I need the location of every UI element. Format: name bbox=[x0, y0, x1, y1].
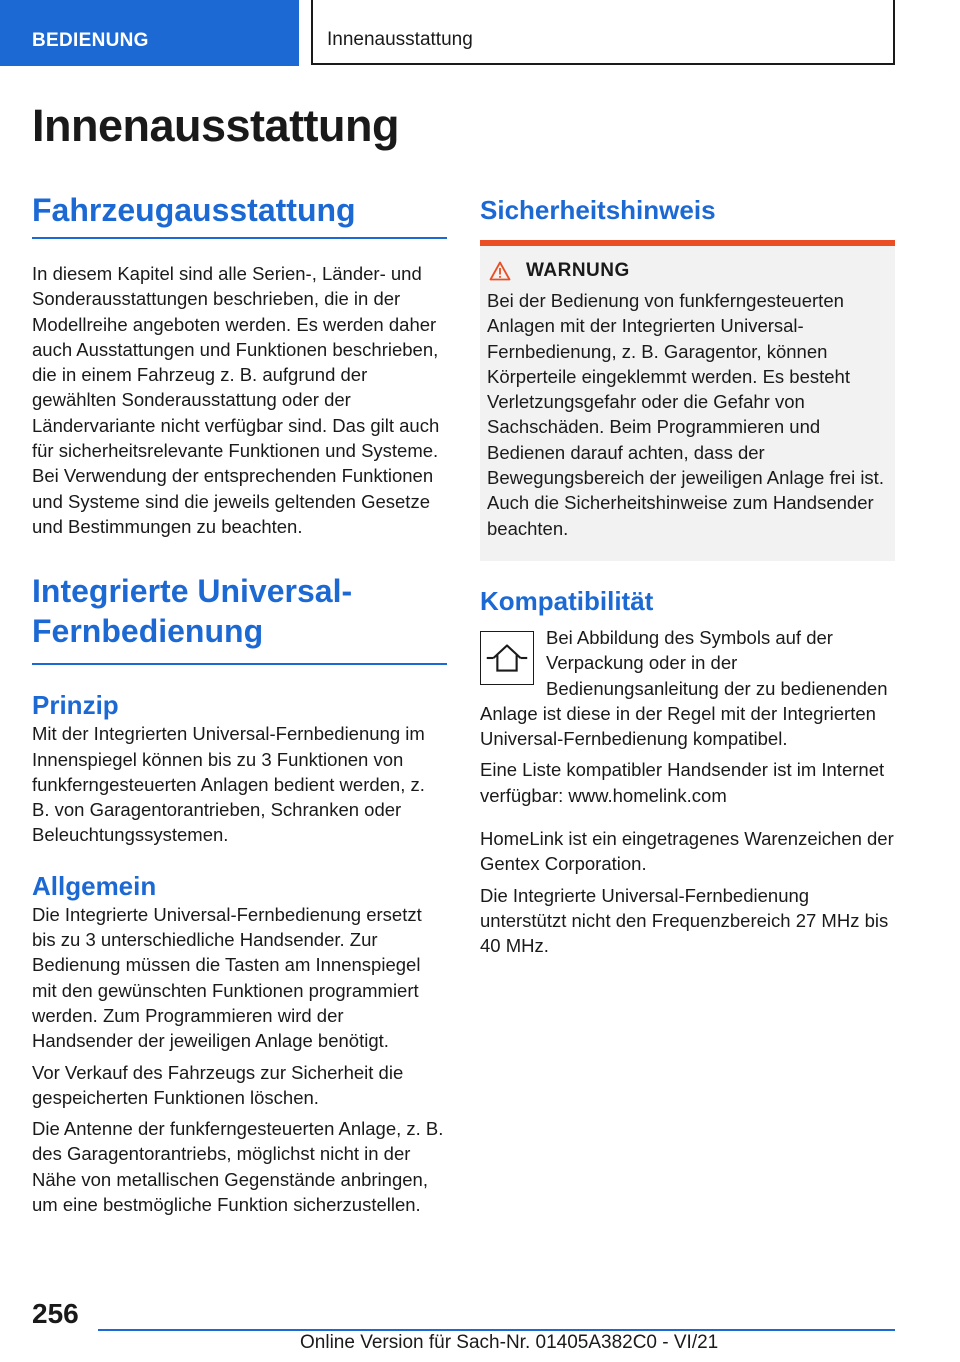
text-prinzip: Mit der Integrierten Universal-Fernbedienung im Innenspiegel können bis zu 3 Funktionen von funkferngesteuerten Anlagen bedient werden, z. B. von Garagentorantrieben, Schranken oder Beleuchtungssystemen. bbox=[32, 723, 425, 846]
home-garage-icon bbox=[480, 631, 534, 685]
warning-text: Bei der Bedienung von funkferngesteuerten Anlagen mit der Integrierten Universal-Fernbedienung, z. B. Garagentor, können Körperteile eingeklemmt werden. Es besteht Verletzungsgefahr oder die Gefahr von Sachschäden. Beim Programmieren und Bedienen darauf achten, dass der Bewegungsbereich der jeweiligen Anlage frei ist. Auch die Sicherheitshinweise zum Handsender beachten. bbox=[487, 290, 884, 539]
right-column bbox=[480, 190, 895, 959]
text-kompat-1: Bei Abbildung des Symbols auf der Verpackung oder in der Bedienungsanleitung der zu bedienenden Anlage ist diese in der Regel mit der Integrierten Universal-Fernbedienung kompatibel. bbox=[480, 626, 888, 750]
warning-triangle-icon bbox=[489, 261, 511, 281]
left-column bbox=[32, 190, 447, 1217]
heading-sicherheitshinweis: Sicherheitshinweis bbox=[480, 195, 716, 225]
text-kompat-3: HomeLink ist ein eingetragenes Warenzeichen der Gentex Corporation. bbox=[480, 828, 894, 875]
footer-version: Online Version für Sach-Nr. 01405A382C0 - VI/21 bbox=[300, 1332, 719, 1353]
footer-rule bbox=[98, 1329, 895, 1331]
text-allgemein-1: Die Integrierte Universal-Fernbedienung ersetzt bis zu 3 unterschiedliche Handsender. Zur Bedienung müssen die Tasten am Innenspiegel mit den gewünschten Funktionen programmiert werden. Zum Programmieren wird der Handsender der jeweiligen Anlage benötigt. bbox=[32, 903, 422, 1052]
text-allgemein-2: Vor Verkauf des Fahrzeugs zur Sicherheit die gespeicherten Funktionen löschen. bbox=[32, 1061, 404, 1108]
heading-fahrzeugausstattung: Fahrzeugausstattung bbox=[32, 190, 447, 239]
heading-kompatibilitaet: Kompatibilität bbox=[480, 585, 654, 616]
header-section: Innenausstattung bbox=[311, 0, 895, 65]
compat-block bbox=[480, 625, 895, 751]
warning-title: WARNUNG bbox=[526, 260, 630, 281]
text-allgemein-3: Die Antenne der funkferngesteuerten Anlage, z. B. des Garagentorantriebs, möglichst nicht in der Nähe von metallischen Gegenstände anbringen, um eine bestmögliche Funktion sicherzustellen. bbox=[32, 1118, 444, 1216]
text-fahrzeugausstattung: In diesem Kapitel sind alle Serien-, Länder- und Sonderausstattungen beschrieben, die in der Modellreihe angeboten werden. Es werden daher auch Ausstattungen und Funktionen beschrieben, die in einem Fahrzeug z. B. aufgrund der gewählten Sonderausstattung oder der Ländervariante nicht verfügbar sind. Das gilt auch für sicherheitsrelevante Funktionen und Systeme. Bei Verwendung der entsprechenden Funktionen und Systeme sind die jeweils geltenden Gesetze und Bestimmungen zu beachten. bbox=[32, 263, 440, 537]
heading-universal-fernbedienung: Integrierte Universal-Fernbedienung bbox=[32, 573, 353, 650]
page-number: 256 bbox=[32, 1298, 79, 1329]
heading-allgemein: Allgemein bbox=[32, 870, 157, 901]
text-kompat-4: Die Integrierte Universal-Fernbedienung unterstützt nicht den Frequenzbereich 27 MHz bis 40 MHz. bbox=[480, 884, 889, 957]
page-title: Innenausstattung bbox=[32, 100, 400, 151]
warning-box bbox=[480, 240, 895, 561]
heading-prinzip: Prinzip bbox=[32, 690, 119, 721]
header-tab: BEDIENUNG bbox=[0, 0, 299, 66]
text-kompat-2: Eine Liste kompatibler Handsender ist im Internet verfügbar: www.homelink.com bbox=[480, 759, 885, 806]
